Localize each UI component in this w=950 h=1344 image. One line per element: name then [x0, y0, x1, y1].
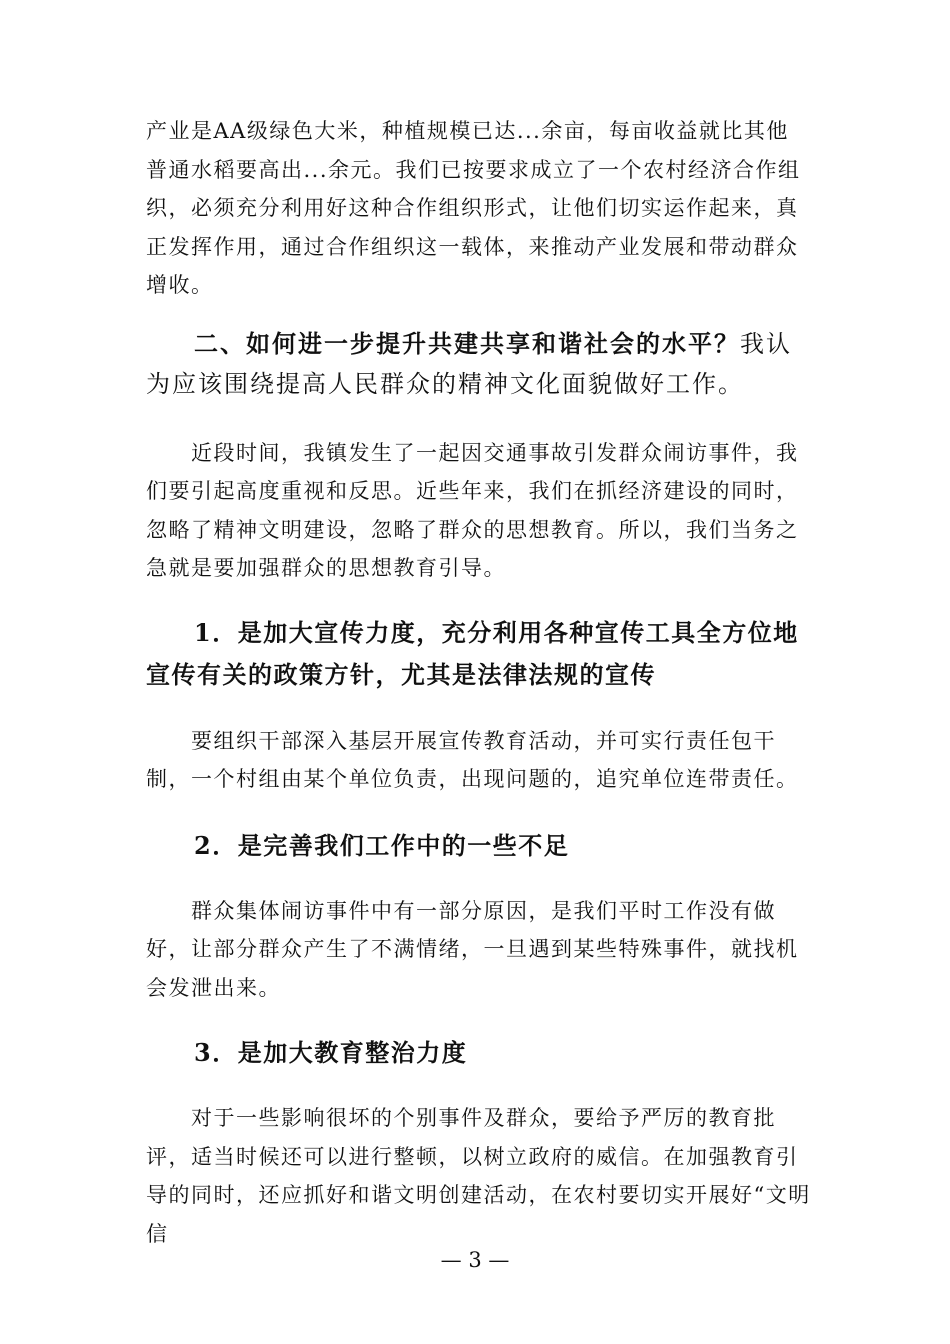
paragraph-rectification: 对于一些影响很坏的个别事件及群众，要给予严厉的教育批评，适当时候还可以进行整顿，以树立政府的威信。在加强教育引导的同时，还应抓好和谐文明创建活动，在农村要切实开展好“文明信 [146, 1106, 811, 1246]
paragraph-industry: 产业是AA级绿色大米，种植规模已达...余亩，每亩收益就比其他普通水稻要高出...余元。我们已按要求成立了一个农村经济合作组织，必须充分利用好这种合作组织形式，让他们切实运作起来，真正发挥作用，通过合作组织这一载体，来推动产业发展和带动群众增收。 [146, 119, 801, 297]
section-heading-two-text: 我认为应该围绕提高人民群众的精神文化面貌做好工作。 [146, 329, 792, 398]
paragraph-incident: 近段时间，我镇发生了一起因交通事故引发群众闹访事件，我们要引起高度重视和反思。近些年来，我们在抓经济建设的同时，忽略了精神文明建设，忽略了群众的思想教育。所以，我们当务之急就是要加强群众的思想教育引导。 [146, 440, 799, 580]
section-heading-two [146, 324, 811, 404]
subheading-one: 1．是加大宣传力度，充分利用各种宣传工具全方位地宣传有关的政策方针，尤其是法律法规的宣传 [146, 617, 799, 689]
paragraph-shortcomings: 群众集体闹访事件中有一部分原因，是我们平时工作没有做好，让部分群众产生了不满情绪，一旦遇到某些特殊事件，就找机会发泄出来。 [146, 898, 799, 1000]
section-heading-two-title: 二、如何进一步提升共建共享和谐社会的水平？ [194, 328, 740, 358]
document-body [146, 112, 811, 1253]
subheading-three: 3．是加大教育整治力度 [194, 1038, 468, 1067]
paragraph-publicity: 要组织干部深入基层开展宣传教育活动，并可实行责任包干制，一个村组由某个单位负责，出现问题的，追究单位连带责任。 [146, 728, 799, 791]
subheading-two: 2．是完善我们工作中的一些不足 [194, 830, 570, 860]
page-number: — 3 — [440, 1248, 510, 1272]
